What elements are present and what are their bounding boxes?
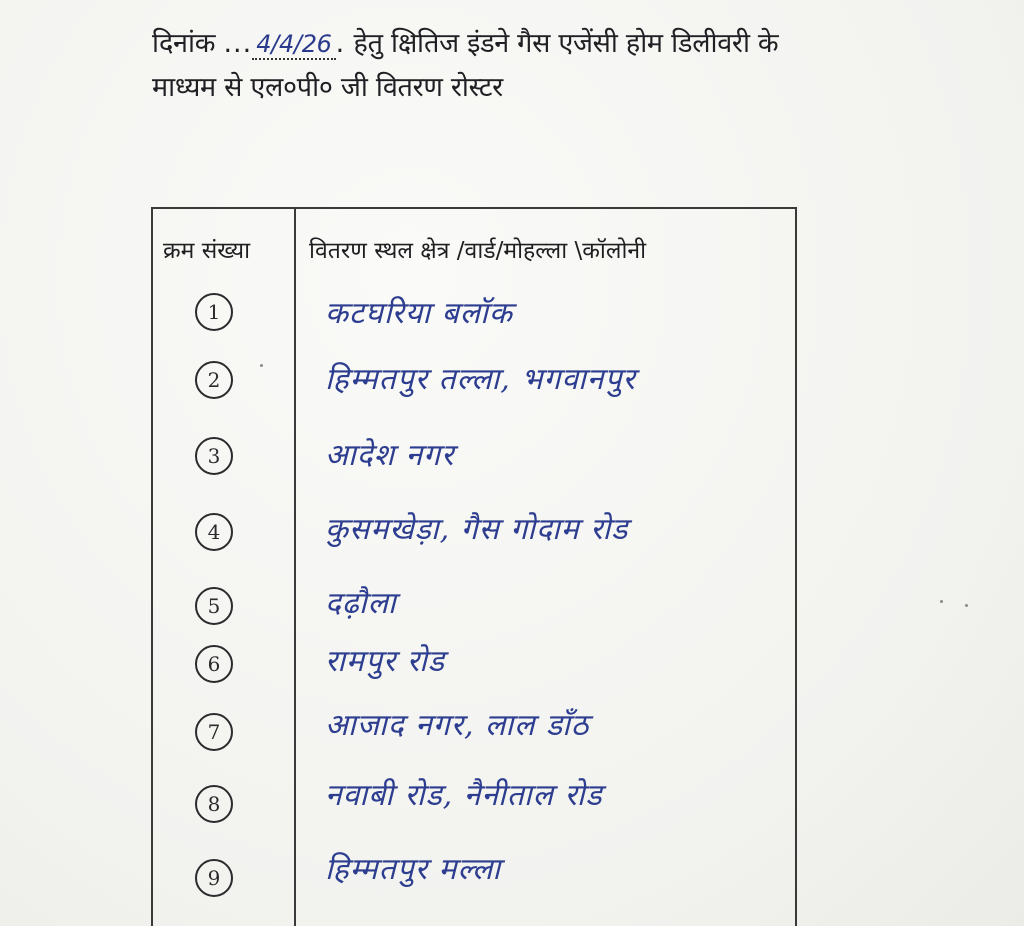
table-row [153,431,795,491]
table-row [153,709,795,769]
header-line-2: माध्यम से एल०पी० जी वितरण रोस्टर [152,72,503,103]
table-row [153,852,795,915]
header-line-1 [152,22,912,66]
table-row [153,639,795,699]
table-row [153,581,795,641]
document-header [152,22,912,110]
table-row [153,355,795,415]
table-row [153,505,795,565]
area-handwritten: कुसमखेड़ा, गैस गोदाम रोड [325,512,629,547]
serial-number-circle: 6 [195,645,233,683]
area-handwritten: आदेश नगर [325,438,455,473]
serial-number-circle: 4 [195,513,233,551]
area-handwritten: आजाद नगर, लाल डाँठ [325,708,590,743]
serial-number-circle: 8 [195,785,233,823]
paper-speck [965,604,968,607]
table-row [153,287,795,347]
area-handwritten: दढ़ौला [325,586,397,621]
area-handwritten: हिम्मतपुर तल्ला, भगवानपुर [325,362,636,397]
paper-speck [940,600,943,603]
serial-number-circle: 2 [195,361,233,399]
serial-number-circle: 9 [195,859,233,897]
area-handwritten: रामपुर रोड [325,644,445,679]
area-handwritten: कटघरिया बलॉक [325,296,513,331]
paper-speck [260,364,263,367]
date-dots-after: . [335,28,346,59]
table-row [153,778,795,841]
distribution-roster-table [151,207,797,926]
header-title-part-1: हेतु क्षितिज इंडने गैस एजेंसी होम डिलीवरी के [353,28,779,59]
date-label: दिनांक [152,28,216,59]
serial-number-circle: 7 [195,713,233,751]
column-header-area: वितरण स्थल क्षेत्र /वार्ड/मोहल्ला \कॉलोनी [309,238,647,264]
date-dots-before: ... [223,28,253,59]
area-handwritten: हिम्मतपुर मल्ला [325,852,502,887]
column-header-serial: क्रम संख्या [163,238,251,264]
area-handwritten: नवाबी रोड, नैनीताल रोड [325,778,603,813]
serial-number-circle: 5 [195,587,233,625]
serial-number-circle: 3 [195,437,233,475]
serial-number-circle: 1 [195,293,233,331]
handwritten-date: 4/4/26 [252,30,335,60]
